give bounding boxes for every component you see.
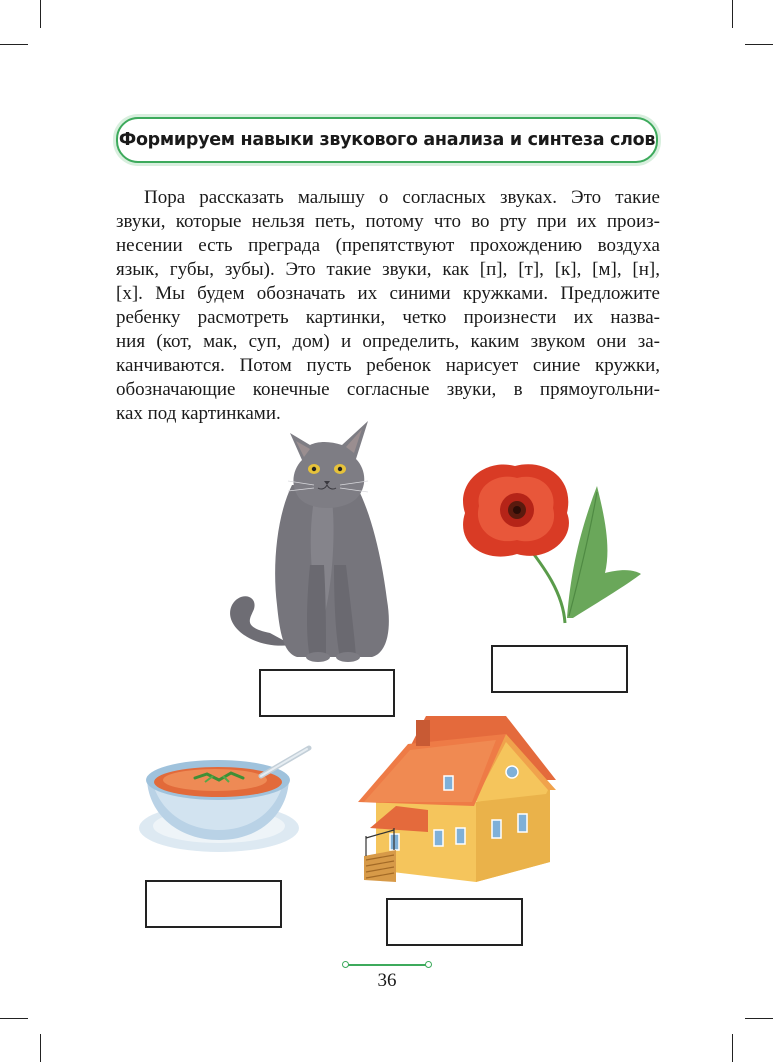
footer-dot — [425, 961, 432, 968]
paragraph-line: несении есть преграда (препятствуют прохождению воздуха — [116, 235, 660, 256]
answer-box-poppy[interactable] — [491, 645, 628, 693]
instruction-paragraph — [116, 186, 660, 426]
cat-illustration — [222, 415, 404, 665]
footer-rule — [346, 964, 428, 966]
page-number: 36 — [377, 970, 397, 991]
house-illustration — [356, 710, 558, 888]
answer-box-soup[interactable] — [145, 880, 282, 928]
crop-mark — [745, 1018, 773, 1019]
paragraph-line: канчиваются. Потом пусть ребенок нарисует синие кружки, — [116, 355, 660, 376]
answer-box-cat[interactable] — [259, 669, 395, 717]
paragraph-line: язык, губы, зубы). Это такие звуки, как [п], [т], [к], [м], [н], — [116, 259, 660, 280]
crop-mark — [0, 44, 28, 45]
crop-mark — [0, 1018, 28, 1019]
paragraph-line: ках под картинками. — [116, 403, 281, 424]
crop-mark — [745, 44, 773, 45]
paragraph-line: [х]. Мы будем обозначать их синими кружками. Предложите — [116, 283, 660, 304]
paragraph-line: ния (кот, мак, суп, дом) и определить, каким звуком они за- — [116, 331, 660, 352]
crop-mark — [732, 0, 733, 28]
paragraph-line: обозначающие конечные согласные звуки, в прямоугольни- — [116, 379, 660, 400]
paragraph-line: звуки, которые нельзя петь, потому что во рту при их произ- — [116, 211, 660, 232]
answer-box-house[interactable] — [386, 898, 523, 946]
crop-mark — [732, 1034, 733, 1062]
soup-illustration — [135, 740, 315, 860]
footer-dot — [342, 961, 349, 968]
poppy-illustration — [455, 458, 645, 628]
crop-mark — [40, 0, 41, 28]
section-heading: Формируем навыки звукового анализа и синтеза слов — [116, 117, 658, 163]
crop-mark — [40, 1034, 41, 1062]
paragraph-line: Пора рассказать малышу о согласных звуках. Это такие — [144, 187, 660, 208]
paragraph-line: ребенку расмотреть картинки, четко произнести их назва- — [116, 307, 660, 328]
